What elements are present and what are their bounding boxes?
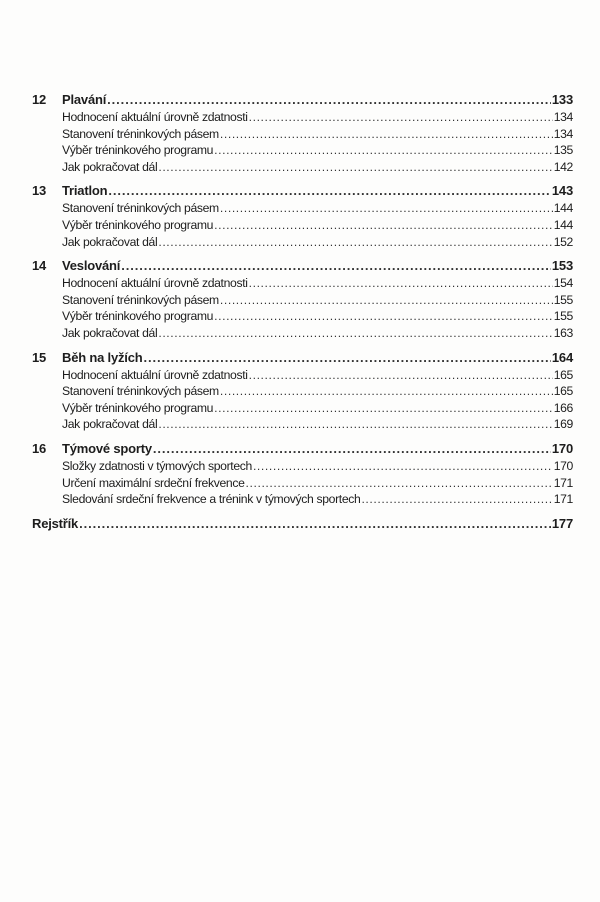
section-page-number: 169 — [553, 417, 573, 432]
chapter-page-number: 164 — [551, 349, 573, 365]
dot-leader — [220, 126, 553, 143]
section-title: Hodnocení aktuální úrovně zdatnosti — [62, 110, 248, 124]
section-row[interactable] — [32, 159, 573, 176]
toc-chapter — [32, 440, 573, 508]
section-title: Jak pokračovat dál — [62, 234, 158, 249]
section-row[interactable] — [32, 126, 573, 143]
section-row[interactable] — [32, 275, 573, 292]
chapter-page-number: 133 — [551, 92, 573, 107]
section-page-number: 142 — [553, 159, 573, 174]
chapter-heading-row[interactable] — [32, 182, 573, 200]
section-row[interactable] — [32, 325, 573, 342]
toc-chapter — [32, 91, 573, 175]
chapter-number: 13 — [32, 183, 47, 199]
dot-leader — [249, 109, 553, 126]
chapter-title: Běh na lyžích — [62, 349, 143, 365]
chapter-title: Plavání — [62, 92, 107, 107]
dot-leader — [214, 142, 553, 159]
chapter-heading-row[interactable] — [32, 440, 573, 458]
dot-leader — [108, 182, 551, 200]
dot-leader — [79, 515, 551, 533]
section-row[interactable] — [32, 491, 573, 508]
dot-leader — [214, 217, 553, 234]
section-title: Jak pokračovat dál — [62, 417, 158, 432]
section-page-number: 134 — [553, 126, 573, 141]
section-page-number: 171 — [553, 492, 573, 507]
section-page-number: 155 — [553, 309, 573, 324]
section-row[interactable] — [32, 416, 573, 433]
dot-leader — [158, 325, 552, 342]
chapter-number: 14 — [32, 258, 47, 274]
index-row[interactable] — [32, 515, 573, 533]
chapter-heading-row[interactable] — [32, 349, 573, 367]
section-page-number: 166 — [553, 400, 573, 415]
section-title: Výběr tréninkového programu — [62, 143, 214, 158]
dot-leader — [143, 349, 550, 367]
section-row[interactable] — [32, 234, 573, 251]
section-title: Hodnocení aktuální úrovně zdatnosti — [62, 276, 248, 291]
dot-leader — [158, 416, 552, 433]
dot-leader — [214, 308, 553, 325]
section-title: Hodnocení aktuální úrovně zdatnosti — [62, 367, 248, 382]
index-page-number: 177 — [551, 515, 573, 531]
dot-leader — [158, 234, 552, 251]
table-of-contents — [32, 91, 573, 533]
section-page-number: 134 — [553, 110, 573, 124]
section-title: Sledování srdeční frekvence a trénink v týmových sportech — [62, 492, 361, 507]
section-title: Stanovení tréninkových pásem — [62, 292, 219, 307]
chapter-title: Týmové sporty — [62, 440, 152, 456]
section-row[interactable] — [32, 383, 573, 400]
section-page-number: 154 — [553, 276, 573, 291]
section-page-number: 144 — [553, 201, 573, 216]
chapter-title: Triatlon — [62, 183, 108, 199]
section-title: Stanovení tréninkových pásem — [62, 126, 219, 141]
dot-leader — [249, 367, 553, 384]
section-row[interactable] — [32, 200, 573, 217]
section-row[interactable] — [32, 142, 573, 159]
chapter-number: 15 — [32, 349, 47, 365]
dot-leader — [214, 400, 553, 417]
chapter-heading-row[interactable] — [32, 91, 573, 109]
section-page-number: 155 — [553, 292, 573, 307]
index-title: Rejstřík — [32, 515, 79, 531]
section-row[interactable] — [32, 475, 573, 492]
chapter-page-number: 170 — [551, 440, 573, 456]
section-title: Stanovení tréninkových pásem — [62, 384, 219, 399]
dot-leader — [220, 200, 553, 217]
section-row[interactable] — [32, 400, 573, 417]
chapter-heading-row[interactable] — [32, 257, 573, 275]
section-page-number: 165 — [553, 384, 573, 399]
section-row[interactable] — [32, 367, 573, 384]
chapter-number: 12 — [32, 92, 47, 107]
section-row[interactable] — [32, 458, 573, 475]
section-title: Výběr tréninkového programu — [62, 400, 214, 415]
dot-leader — [121, 257, 551, 275]
section-page-number: 165 — [553, 367, 573, 382]
dot-leader — [249, 275, 553, 292]
toc-chapter — [32, 349, 573, 433]
section-row[interactable] — [32, 308, 573, 325]
dot-leader — [220, 292, 553, 309]
section-page-number: 135 — [553, 143, 573, 158]
section-page-number: 152 — [553, 234, 573, 249]
section-title: Složky zdatnosti v týmových sportech — [62, 458, 252, 473]
chapter-page-number: 143 — [551, 183, 573, 199]
dot-leader — [361, 491, 552, 508]
section-row[interactable] — [32, 292, 573, 309]
dot-leader — [153, 440, 551, 458]
chapter-number: 16 — [32, 440, 47, 456]
section-title: Určení maximální srdeční frekvence — [62, 475, 245, 490]
section-page-number: 170 — [553, 458, 573, 473]
chapter-title: Veslování — [62, 258, 121, 274]
dot-leader — [246, 475, 553, 492]
section-title: Jak pokračovat dál — [62, 159, 158, 174]
dot-leader — [158, 159, 552, 176]
dot-leader — [220, 383, 553, 400]
section-title: Výběr tréninkového programu — [62, 309, 214, 324]
dot-leader — [107, 91, 551, 109]
section-page-number: 163 — [553, 325, 573, 340]
toc-chapter — [32, 257, 573, 341]
section-row[interactable] — [32, 109, 573, 126]
section-title: Jak pokračovat dál — [62, 325, 158, 340]
chapter-page-number: 153 — [551, 258, 573, 274]
dot-leader — [253, 458, 553, 475]
section-page-number: 171 — [553, 475, 573, 490]
section-row[interactable] — [32, 217, 573, 234]
section-page-number: 144 — [553, 217, 573, 232]
toc-chapter — [32, 182, 573, 250]
section-title: Výběr tréninkového programu — [62, 217, 214, 232]
section-title: Stanovení tréninkových pásem — [62, 201, 219, 216]
